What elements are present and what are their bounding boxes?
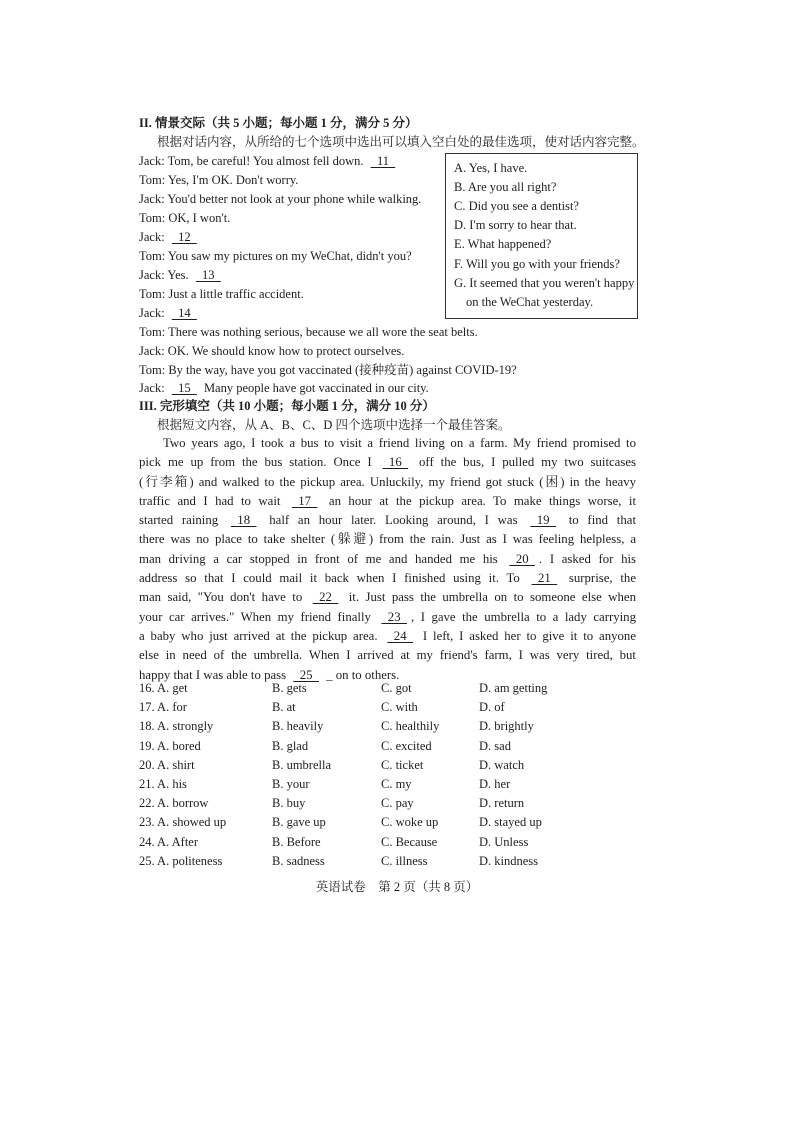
section3-instruction: 根据短文内容，从 A、B、C、D 四个选项中选择一个最佳答案。 <box>157 418 511 432</box>
blank-15[interactable]: 15 <box>171 381 197 395</box>
option-e: E. What happened? <box>454 237 552 251</box>
blank-13[interactable]: 13 <box>195 268 221 282</box>
choice-23-b[interactable]: B. gave up <box>272 815 326 830</box>
choice-21-c[interactable]: C. my <box>381 777 412 791</box>
choice-17-c[interactable]: C. with <box>381 700 418 715</box>
choice-17-a[interactable]: 17. A. for <box>139 700 187 715</box>
choice-18-c[interactable]: C. healthily <box>381 719 440 734</box>
dialogue-line <box>139 285 304 303</box>
blank-19[interactable]: 19 <box>530 513 556 528</box>
passage-text: _ on to others. <box>322 667 400 682</box>
option-c: C. Did you see a dentist? <box>454 199 579 213</box>
dialogue-text: Tom: Just a little traffic accident. <box>139 287 304 301</box>
dialogue-text: Tom: You saw my pictures on my WeChat, didn't you? <box>139 249 412 263</box>
blank-21[interactable]: 21 <box>531 571 558 586</box>
passage-line <box>139 511 636 530</box>
passage-text: a baby who just arrived at the pickup area. <box>139 628 384 643</box>
section2-instruction: 根据对话内容，从所给的七个选项中选出可以填入空白处的最佳选项，使对话内容完整。 <box>157 135 645 149</box>
blank-12[interactable]: 12 <box>171 230 197 244</box>
choice-18-b[interactable]: B. heavily <box>272 719 324 734</box>
passage-line <box>139 550 636 569</box>
passage-text: your car arrives." When my friend finally <box>139 609 378 624</box>
section2-title: II. 情景交际（共 5 小题；每小题 1 分，满分 5 分） <box>139 116 418 130</box>
dialogue-line <box>139 190 421 208</box>
dialogue-text: Tom: By the way, have you got vaccinated (接种疫苗) against COVID-19? <box>139 363 517 377</box>
dialogue-text: Jack: Tom, be careful! You almost fell down. <box>139 154 367 168</box>
passage-text: man driving a car stopped in front of me and handed me his <box>139 551 506 566</box>
passage-text: traffic and I had to wait <box>139 493 288 508</box>
blank-16[interactable]: 16 <box>382 455 409 470</box>
dialogue-text: Jack: Yes. <box>139 268 192 282</box>
choice-21-a[interactable]: 21. A. his <box>139 777 187 791</box>
dialogue-text: Tom: Yes, I'm OK. Don't worry. <box>139 173 299 187</box>
choice-19-c[interactable]: C. excited <box>381 738 432 753</box>
blank-14[interactable]: 14 <box>171 306 197 320</box>
choice-21-d[interactable]: D. her <box>479 777 511 791</box>
blank-22[interactable]: 22 <box>312 590 339 605</box>
choice-19-b[interactable]: B. glad <box>272 738 309 753</box>
choice-18-a[interactable]: 18. A. strongly <box>139 719 214 734</box>
passage-line <box>139 453 636 472</box>
dialogue-line <box>139 266 225 284</box>
passage-text: pick me up from the bus station. Once I <box>139 455 379 470</box>
passage-text: an hour at the pickup area. To make things worse, it <box>321 493 637 508</box>
choice-22-c[interactable]: C. pay <box>381 796 414 811</box>
choice-20-c[interactable]: C. ticket <box>381 757 424 772</box>
passage-line <box>139 588 636 607</box>
choice-21-b[interactable]: B. your <box>272 777 310 791</box>
choice-22-b[interactable]: B. buy <box>272 796 306 811</box>
blank-24[interactable]: 24 <box>387 628 413 643</box>
cloze-passage <box>139 434 636 685</box>
dialogue-line <box>139 323 478 341</box>
choice-16-b[interactable]: B. gets <box>272 681 307 695</box>
choice-20-a[interactable]: 20. A. shirt <box>139 757 195 772</box>
choice-25-a[interactable]: 25. A. politeness <box>139 853 223 868</box>
dialogue-text: Jack: <box>139 306 168 320</box>
choice-24-b[interactable]: B. Before <box>272 834 321 849</box>
choice-19-d[interactable]: D. sad <box>479 738 511 753</box>
passage-line <box>139 492 636 511</box>
passage-line <box>139 530 636 549</box>
options-box <box>445 153 638 319</box>
choice-25-c[interactable]: C. illness <box>381 853 428 868</box>
choice-22-d[interactable]: D. return <box>479 796 525 811</box>
passage-text: happy that I was able to pass <box>139 667 290 682</box>
passage-text: surprise, the <box>561 571 636 586</box>
blank-17[interactable]: 17 <box>291 493 318 508</box>
choice-25-b[interactable]: B. sadness <box>272 853 325 868</box>
option-d: D. I'm sorry to hear that. <box>454 218 577 232</box>
choice-18-d[interactable]: D. brightly <box>479 719 534 734</box>
passage-line <box>139 473 636 492</box>
passage-line <box>139 569 636 588</box>
blank-20[interactable]: 20 <box>509 551 536 566</box>
dialogue-line <box>139 304 201 322</box>
choice-16-c[interactable]: C. got <box>381 681 412 695</box>
choice-24-d[interactable]: D. Unless <box>479 834 529 849</box>
passage-text: half an hour later. Looking around, I was <box>260 513 527 528</box>
choice-24-c[interactable]: C. Because <box>381 834 438 849</box>
passage-text: off the bus, I pulled my two suitcases <box>412 455 636 470</box>
option-g-cont: on the WeChat yesterday. <box>466 295 594 309</box>
dialogue-text: Jack: <box>139 381 168 395</box>
option-g: G. It seemed that you weren't happy <box>454 276 635 290</box>
passage-line <box>139 627 636 646</box>
blank-23[interactable]: 23 <box>381 609 407 624</box>
page-footer: 英语试卷 第 2 页（共 8 页） <box>315 880 479 894</box>
choice-23-d[interactable]: D. stayed up <box>479 815 542 830</box>
dialogue-line <box>139 171 298 189</box>
dialogue-text: Jack: OK. We should know how to protect ourselves. <box>139 344 405 358</box>
choice-17-d[interactable]: D. of <box>479 700 505 715</box>
choice-23-a[interactable]: 23. A. showed up <box>139 815 227 830</box>
dialogue-line <box>139 228 201 246</box>
choice-20-b[interactable]: B. umbrella <box>272 757 332 772</box>
dialogue-line <box>139 379 429 397</box>
passage-text: (行李箱) and walked to the pickup area. Unluckily, my friend got stuck (困) in the heavy <box>139 474 636 489</box>
passage-text: , I gave the umbrella to a lady carrying <box>411 609 636 624</box>
dialogue-text: Tom: There was nothing serious, because we all wore the seat belts. <box>139 325 478 339</box>
passage-text: . I asked for his <box>539 551 637 566</box>
dialogue-line <box>139 247 412 265</box>
dialogue-line <box>139 361 517 379</box>
choice-17-b[interactable]: B. at <box>272 700 296 715</box>
section3-title: III. 完形填空（共 10 小题；每小题 1 分，满分 10 分） <box>139 399 435 413</box>
choice-16-a[interactable]: 16. A. get <box>139 681 188 695</box>
choice-20-d[interactable]: D. watch <box>479 757 525 772</box>
passage-line <box>139 434 636 453</box>
choice-23-c[interactable]: C. woke up <box>381 815 439 830</box>
passage-text: man said, "You don't have to <box>139 590 309 605</box>
blank-25[interactable]: 25 <box>293 667 319 682</box>
passage-text: address so that I could mail it back when I finished using it. To <box>139 571 528 586</box>
passage-text: started raining <box>139 513 227 528</box>
dialogue-line <box>139 209 230 227</box>
option-b: B. Are you all right? <box>454 180 557 194</box>
passage-text: else in need of the umbrella. When I arrived at my friend's farm, I was very tired, but <box>139 648 636 663</box>
dialogue-text: Jack: <box>139 230 168 244</box>
passage-text: Two years ago, I took a bus to visit a friend living on a farm. My friend promised to <box>163 436 636 450</box>
choice-24-a[interactable]: 24. A. After <box>139 834 199 849</box>
dialogue-line <box>139 342 404 360</box>
choice-22-a[interactable]: 22. A. borrow <box>139 796 209 811</box>
passage-text: it. Just pass the umbrella on to someone else when <box>342 590 636 605</box>
choice-25-d[interactable]: D. kindness <box>479 853 539 868</box>
dialogue-text: Jack: You'd better not look at your phone while walking. <box>139 192 422 206</box>
blank-11[interactable]: 11 <box>370 154 396 168</box>
dialogue-text: Many people have got vaccinated in our city. <box>200 381 429 395</box>
dialogue-text: Tom: OK, I won't. <box>139 211 231 225</box>
choice-19-a[interactable]: 19. A. bored <box>139 738 201 753</box>
option-f: F. Will you go with your friends? <box>454 257 620 271</box>
passage-line <box>139 608 636 627</box>
choice-16-d[interactable]: D. am getting <box>479 681 548 695</box>
blank-18[interactable]: 18 <box>230 513 257 528</box>
option-a: A. Yes, I have. <box>454 161 528 175</box>
passage-line <box>139 646 636 665</box>
passage-text: to find that <box>559 513 636 528</box>
passage-text: there was no place to take shelter (躲避) from the rain. Just as I was feeling helpless, a <box>139 532 636 547</box>
passage-text: I left, I asked her to give it to anyone <box>417 628 637 643</box>
dialogue-line <box>139 152 399 170</box>
